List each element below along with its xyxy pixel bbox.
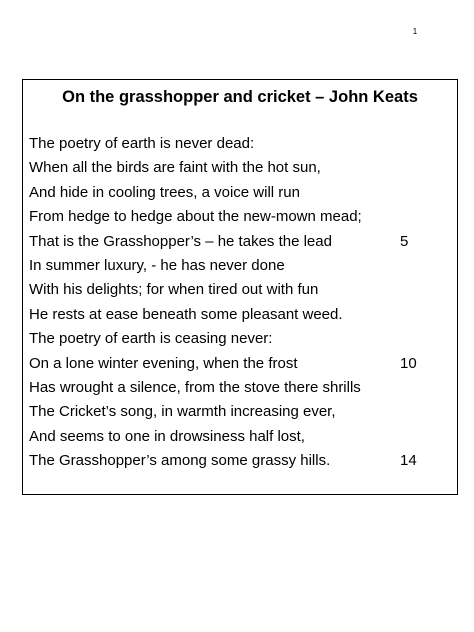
poem-line-text: On a lone winter evening, when the frost xyxy=(29,354,298,372)
poem-line-text: Has wrought a silence, from the stove there shrills xyxy=(29,378,361,396)
poem-line xyxy=(29,449,449,473)
poem-line xyxy=(29,327,449,351)
poem-line-text: The poetry of earth is never dead: xyxy=(29,135,255,152)
poem-line xyxy=(29,425,449,449)
poem-line-text: From hedge to hedge about the new-mown mead; xyxy=(29,208,362,226)
poem-line-text: In summer luxury, - he has never done xyxy=(29,256,285,274)
poem-line-text: He rests at ease beneath some pleasant weed. xyxy=(29,305,343,323)
line-number: 10 xyxy=(400,354,417,372)
poem-line xyxy=(29,181,449,205)
poem-line xyxy=(29,352,449,376)
poem-line xyxy=(29,156,449,180)
poem-line xyxy=(29,254,449,278)
poem-line-text: With his delights; for when tired out with fun xyxy=(29,281,319,299)
line-number: 14 xyxy=(400,452,417,470)
poem-line xyxy=(29,205,449,229)
poem-line-text: The Grasshopper’s among some grassy hills. xyxy=(29,452,331,470)
poem-title: On the grasshopper and cricket – John Keats xyxy=(62,88,418,106)
poem-box xyxy=(22,79,458,495)
poem-line xyxy=(29,400,449,424)
poem-line xyxy=(29,278,449,302)
line-number: 5 xyxy=(400,232,409,250)
poem-line-text: And hide in cooling trees, a voice will run xyxy=(29,183,300,201)
poem-line xyxy=(29,132,449,156)
poem-line-text: And seems to one in drowsiness half lost, xyxy=(29,427,305,445)
poem-line-text: That is the Grasshopper’s – he takes the lead xyxy=(29,232,332,250)
poem-line xyxy=(29,230,449,254)
poem-line-text: The Cricket’s song, in warmth increasing ever, xyxy=(29,403,336,421)
poem-line xyxy=(29,303,449,327)
poem-line-text: When all the birds are faint with the hot sun, xyxy=(29,159,321,177)
poem-line xyxy=(29,376,449,400)
poem-line-text: The poetry of earth is ceasing never: xyxy=(29,330,273,348)
page-number: 1 xyxy=(412,27,418,36)
poem-lines xyxy=(29,132,449,473)
